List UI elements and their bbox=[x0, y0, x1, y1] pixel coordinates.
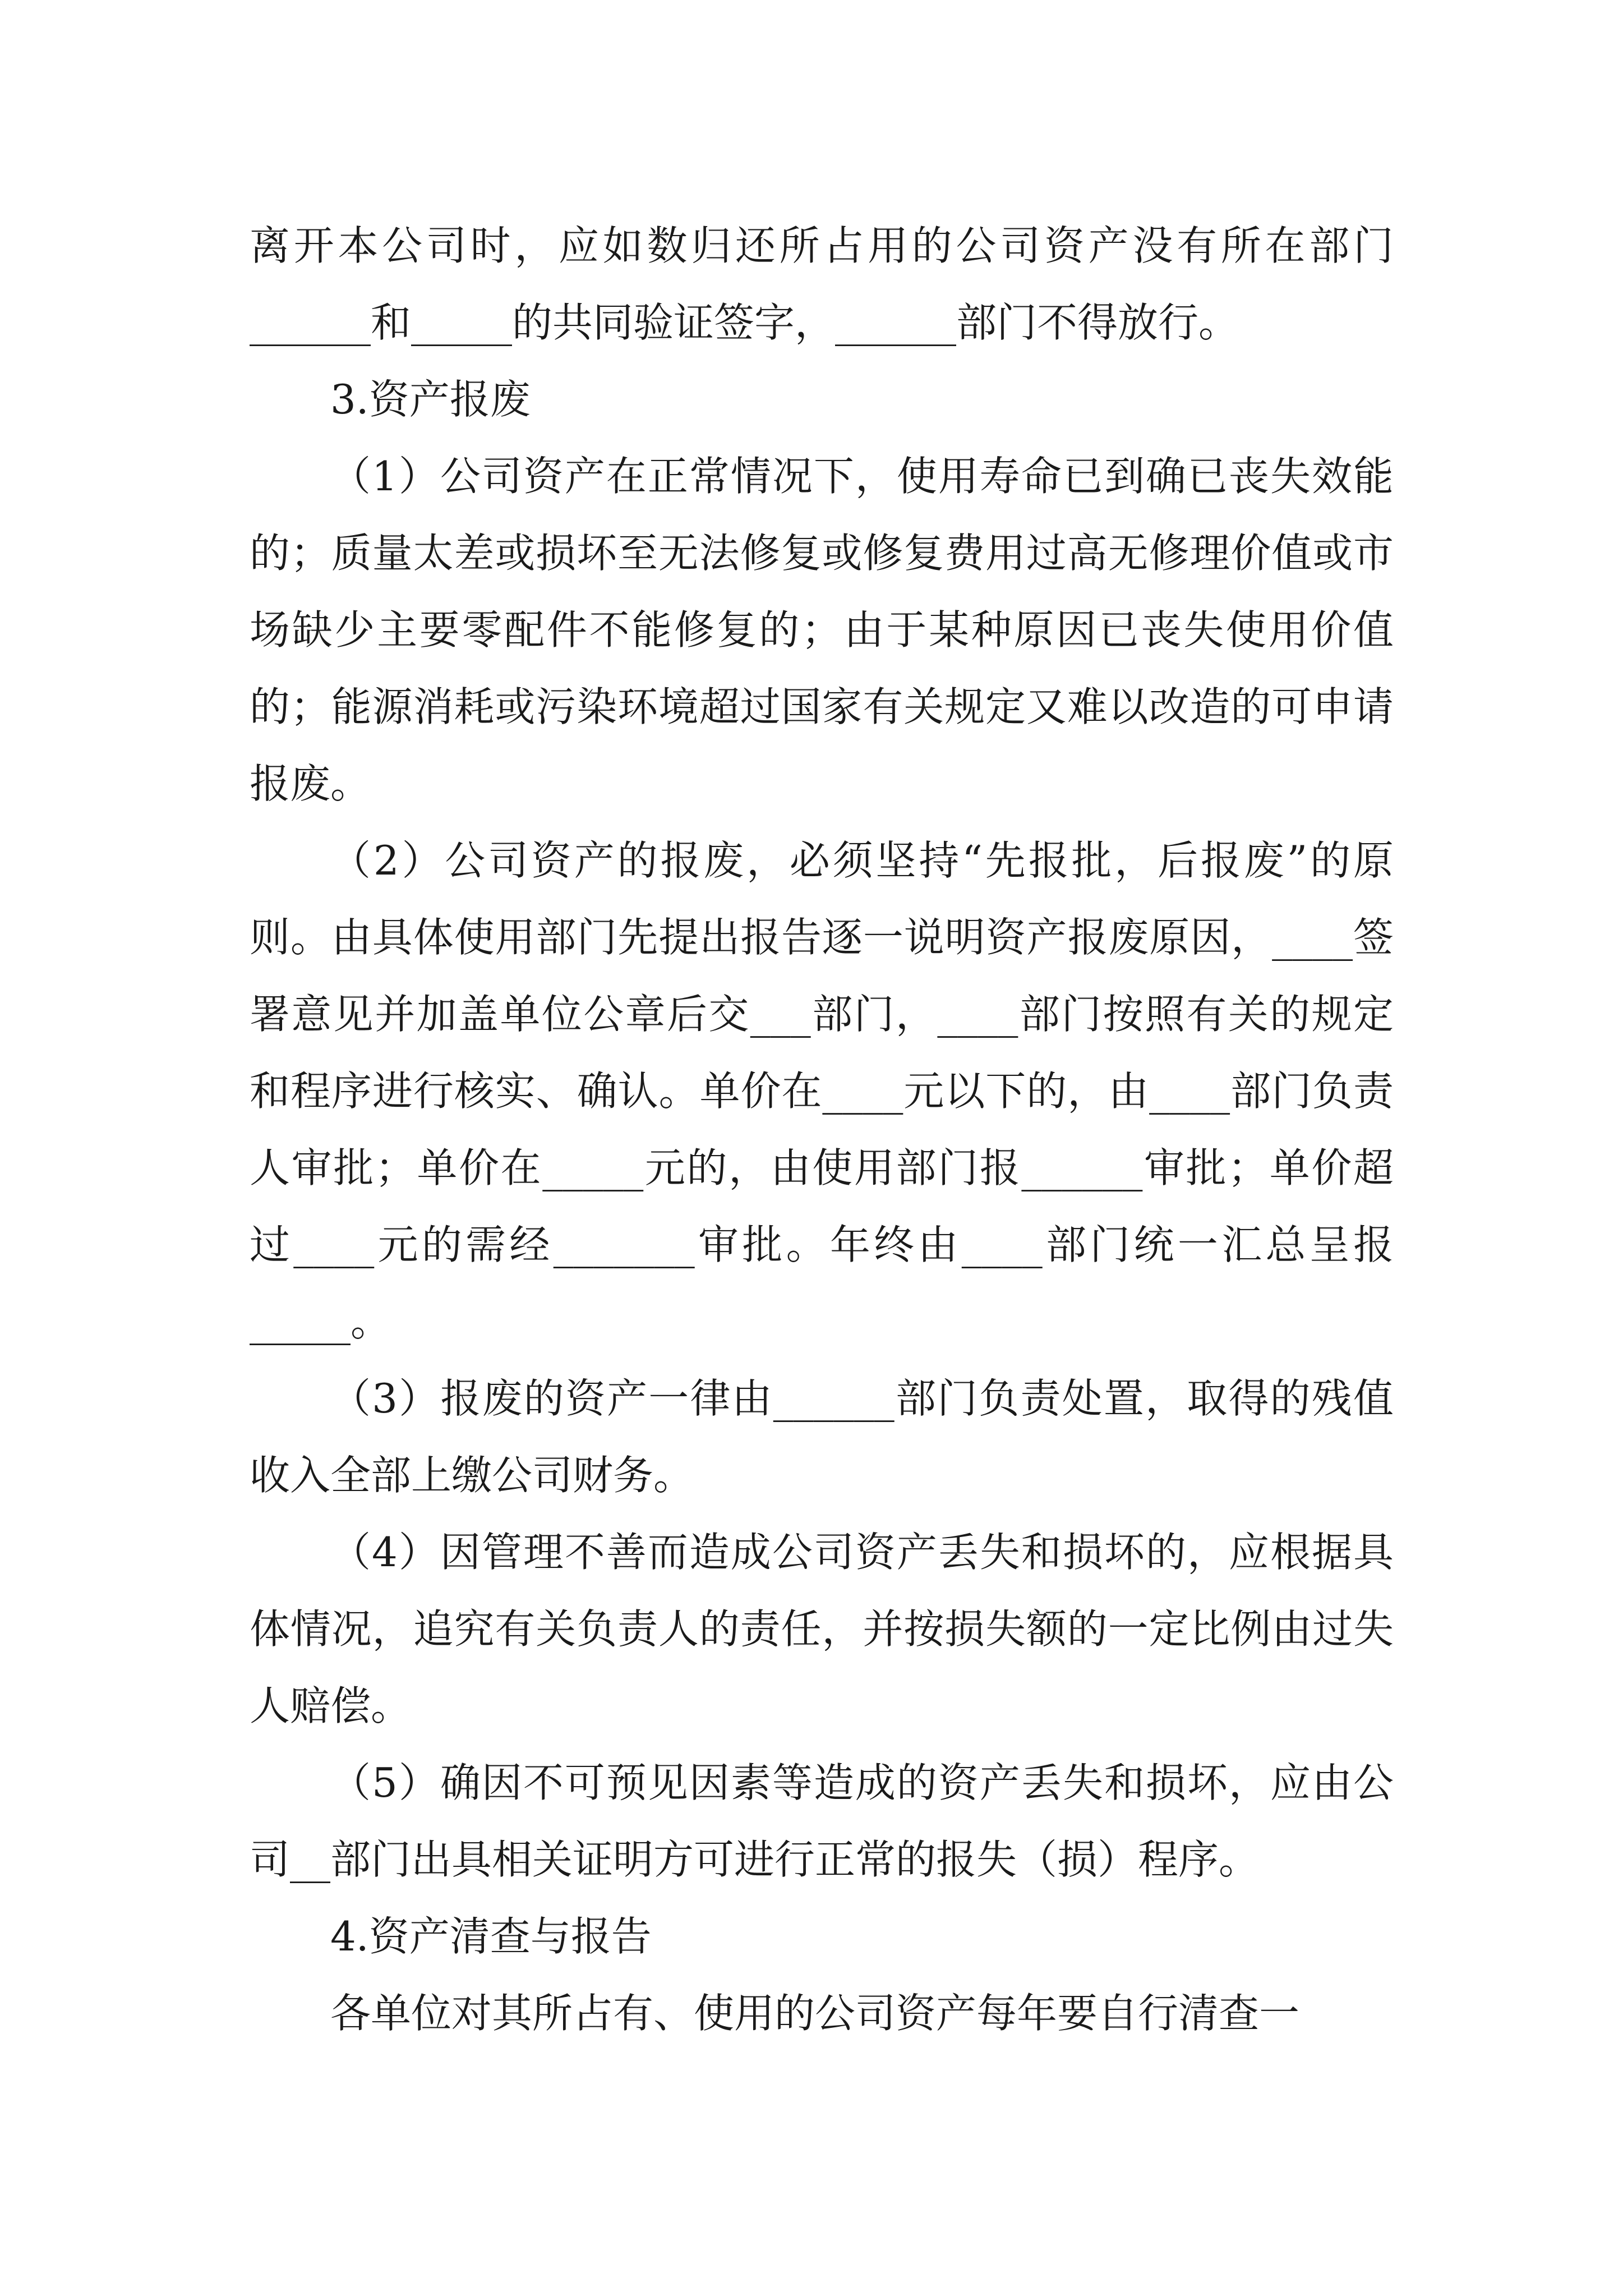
paragraph-scrap-approval: （2）公司资产的报废，必须坚持“先报批，后报废”的原则。由具体使用部门先提出报告逐一说明资产报废原因，____签署意见并加盖单位公章后交___部门，____部门按照有关的规定和程序进行核实、确认。单价在____元以下的，由____部门负责人审批；单价在_____元的，由使用部门报______审批；单价超过____元的需经_______审批。年终由____部门统一汇总呈报_____。 bbox=[250, 837, 1394, 1345]
section-heading-asset-inventory: 4.资产清查与报告 bbox=[330, 1913, 652, 1960]
paragraph-loss-liability: （4）因管理不善而造成公司资产丢失和损坏的，应根据具体情况，追究有关负责人的责任，并按损失额的一定比例由过失人赔偿。 bbox=[250, 1529, 1394, 1729]
document-body bbox=[250, 208, 1394, 2052]
paragraph-asset-return: 离开本公司时，应如数归还所占用的公司资产没有所在部门______和_____的共同验证签字，______部门不得放行。 bbox=[250, 222, 1394, 346]
paragraph-annual-inventory: 各单位对其所占有、使用的公司资产每年要自行清查一 bbox=[330, 1990, 1300, 2037]
paragraph-scrap-disposal: （3）报废的资产一律由______部门负责处置，取得的残值收入全部上缴公司财务。 bbox=[250, 1375, 1394, 1499]
paragraph-scrap-conditions: （1）公司资产在正常情况下，使用寿命已到确已丧失效能的；质量太差或损坏至无法修复或修复费用过高无修理价值或市场缺少主要零配件不能修复的；由于某种原因已丧失使用价值的；能源消耗或污染环境超过国家有关规定又难以改造的可申请报废。 bbox=[250, 453, 1394, 807]
paragraph-unforeseen-loss: （5）确因不可预见因素等造成的资产丢失和损坏，应由公司__部门出具相关证明方可进行正常的报失（损）程序。 bbox=[250, 1759, 1394, 1883]
section-heading-asset-scrapping: 3.资产报废 bbox=[330, 376, 531, 423]
